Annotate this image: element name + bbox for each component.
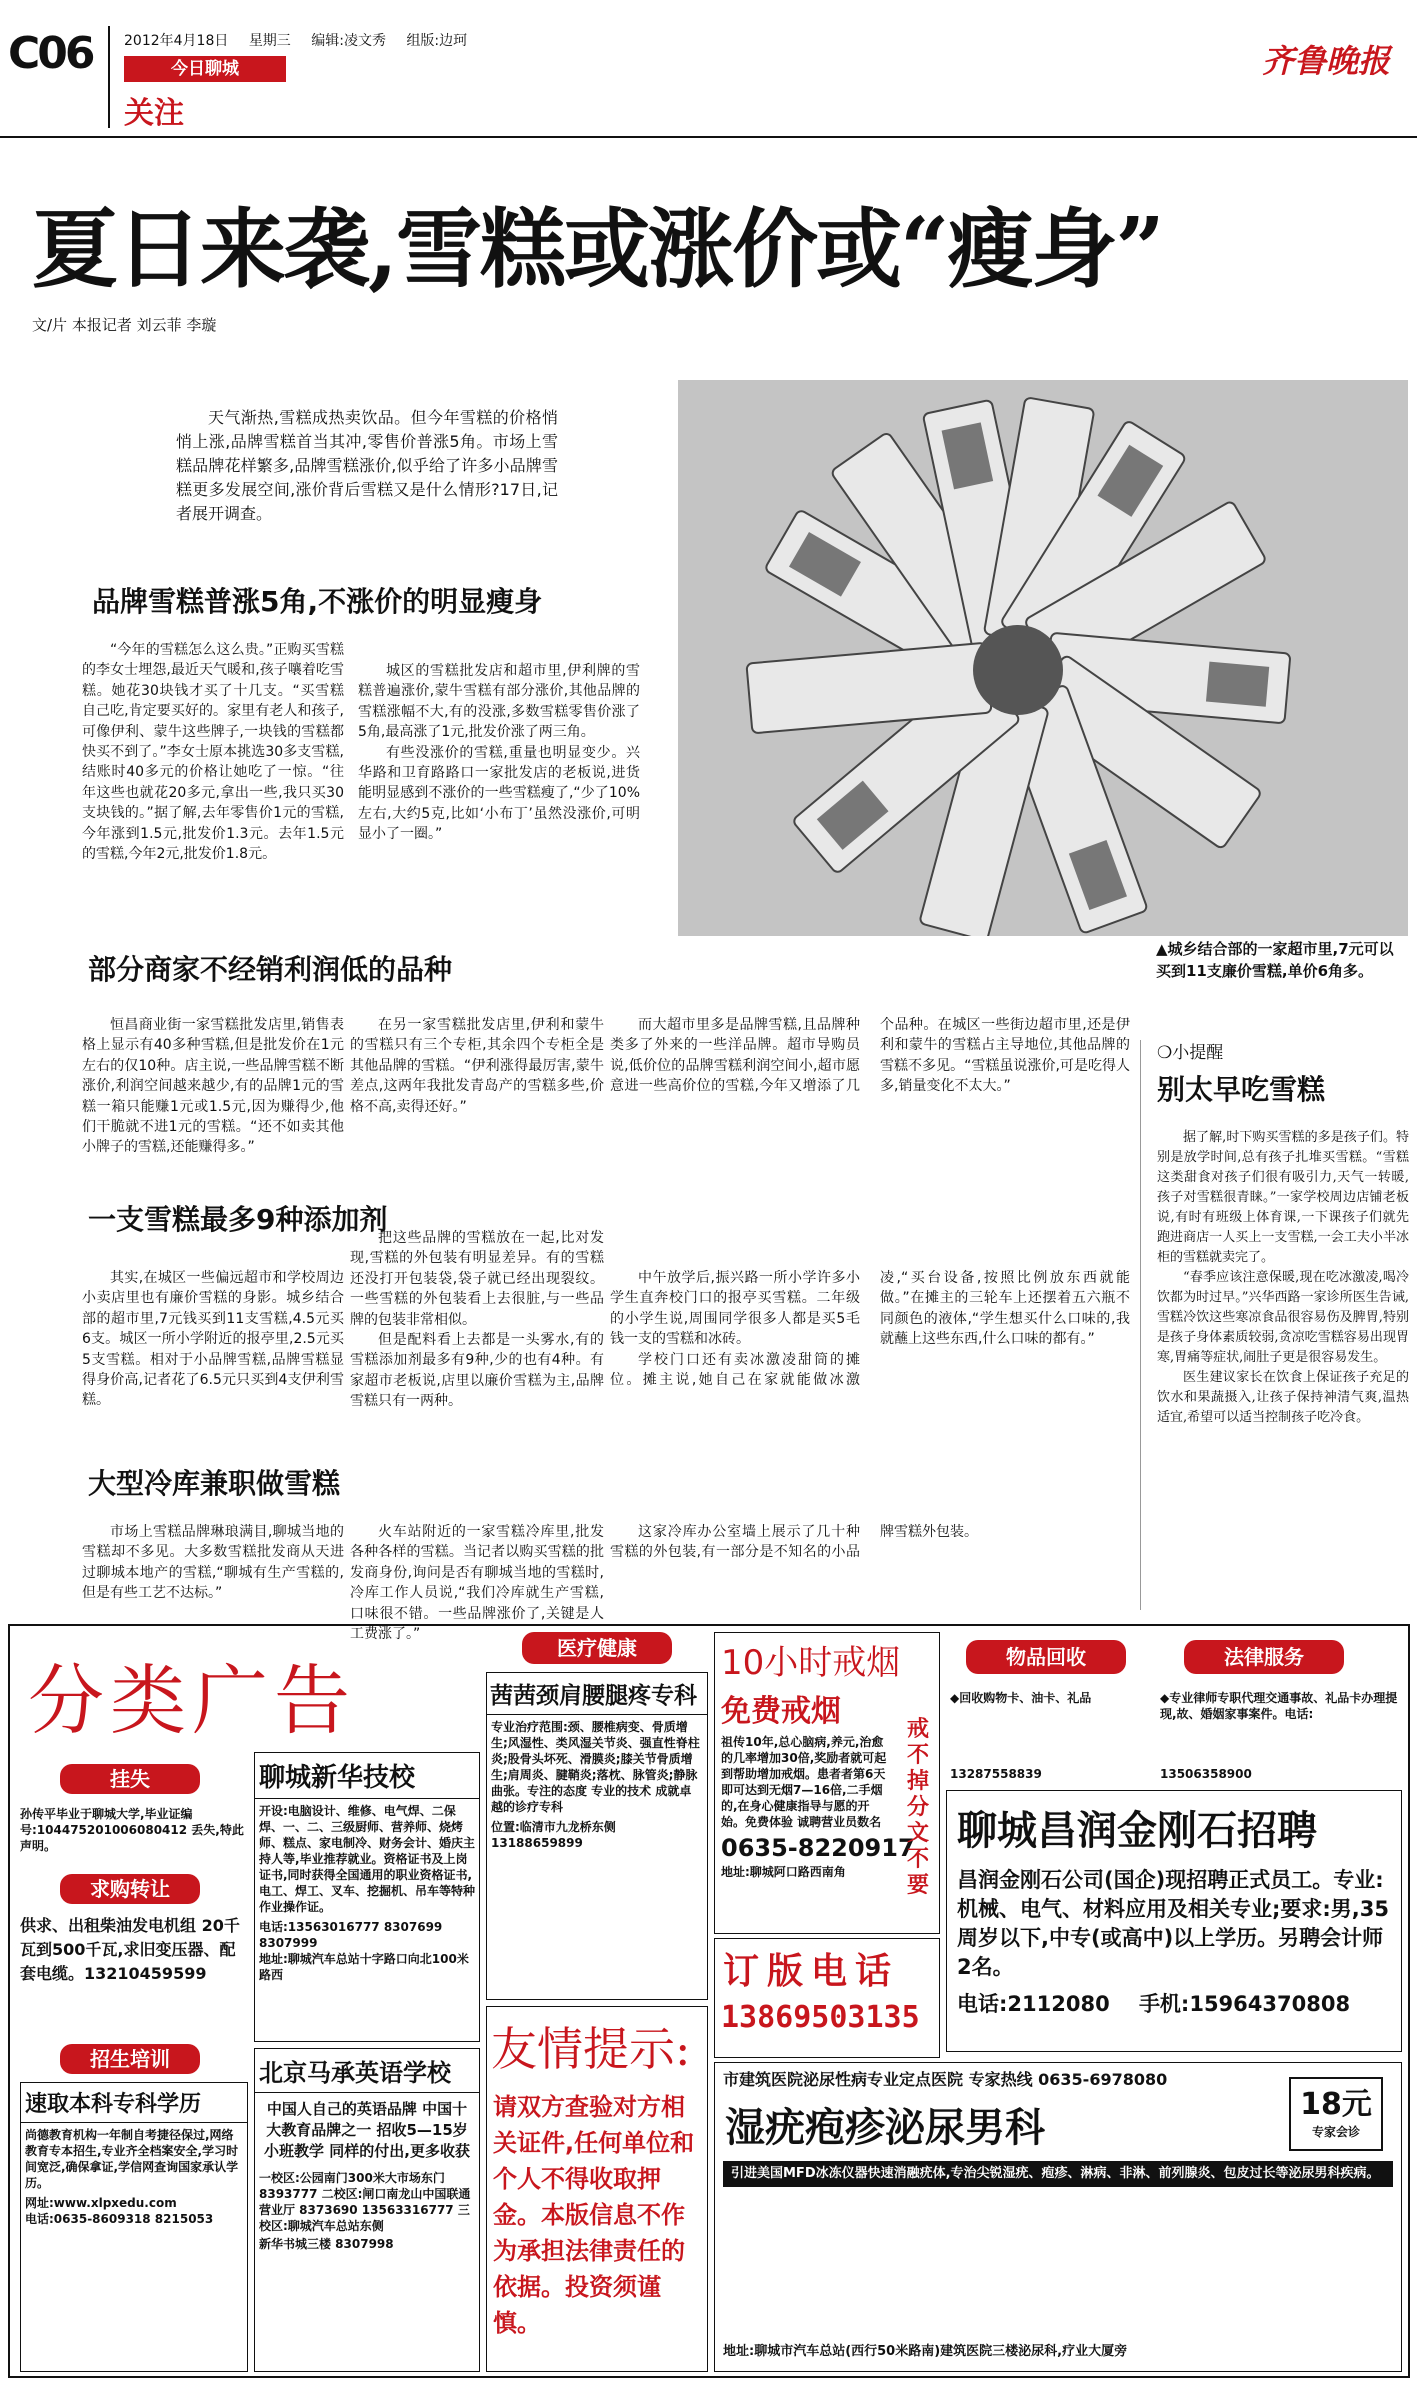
article-column [610,1015,1130,1097]
medical-title: 茜茜颈肩腰腿疼专科 [487,1673,707,1715]
paragraph: 这家冷库办公室墙上展示了几十种雪糕的外包装,有一部分是不知名的小品牌雪糕外包装。 [610,1524,978,1561]
smoking-title: 10小时戒烟 [721,1643,901,1683]
section-name: 关注 [124,96,184,131]
legal-text: ◆专业律师专职代理交通事故、礼品卡办理提现,故、婚姻家事案件。电话: [1160,1691,1398,1721]
header-meta [124,30,483,50]
xinhua-title: 聊城新华技校 [255,1753,479,1799]
medical-label: 医疗健康 [522,1632,672,1664]
hospital-address: 地址:聊城市汽车总站(西行50米路南)建筑医院三楼泌尿科,疗业大厦旁 [723,2344,1128,2359]
subscribe-phone: 13869503135 [721,2000,920,2035]
article-column [358,661,640,845]
school-ad [20,2082,248,2372]
smoking-subtitle: 免费戒烟 [721,1694,841,1729]
paragraph: 其实,在城区一些偏远超市和学校周边小卖店里也有廉价雪糕的身影。城乡结合部的超市里,7元钱买到11支雪糕,4.5元买6支。城区一所小学附近的报亭里,2.5元买5支雪糕。相对于小品牌雪糕,品牌雪糕显得身价高,记者花了6.5元只买到4支伊利雪糕。 [82,1270,344,1409]
diamond-icon: ◆ [950,1691,960,1705]
subscribe-ad [714,1938,940,2058]
classified-title: 分类广告 [28,1656,356,1745]
article-column [82,1268,344,1411]
recruit-label: 招生培训 [60,2044,200,2074]
tip-icon: ❍ [1157,1043,1173,1063]
ice-cream-illustration [678,380,1408,936]
school-text: 尚德教育机构一年制自考捷径保过,网络教育专本招生,专业齐全档案安全,学习时间宽泛,确保拿证,学信网查询国家承认学历。 [25,2128,239,2190]
job-mobile: 手机:15964370808 [1138,1992,1351,2016]
beijing-phone: 新华书城三楼 8307998 [259,2237,394,2251]
lost-notice: 孙传平毕业于聊城大学,毕业证编号:104475201006080412 丢失,特此声明。 [20,1807,244,1853]
smoking-guarantee: 戒不掉分文不要 [907,1717,930,1898]
article-column [350,1015,604,1117]
beijing-ad [254,2048,480,2372]
smoking-ad [714,1632,940,1934]
header-rule [0,136,1417,138]
section-heading: 大型冷库兼职做雪糕 [88,1467,341,1500]
paragraph: 火车站附近的一家雪糕冷库里,批发各种各样的雪糕。当记者以购买雪糕的批发商身份,询问是否有聊城当地的雪糕时,冷库工作人员说,“我们冷库就生产雪糕,口味很不错。一些品牌涨价了,关键是人工费涨了。” [350,1524,604,1643]
paper-logo: 齐鲁晚报 [1262,42,1391,80]
page-number: C06 [8,28,93,79]
job-contacts [947,1984,1401,2022]
recycle-text: ◆回收购物卡、油卡、礼品 [950,1691,1092,1705]
legal-phone: 13506358900 [1160,1767,1252,1781]
paragraph: 把这些品牌的雪糕放在一起,比对发现,雪糕的外包装有明显差异。有的雪糕还没打开包装袋,袋子就已经出现裂纹。一些雪糕的外包装看上去很脏,与一些品牌的包装非常相似。 [350,1230,604,1328]
beijing-branches: 一校区:公园南门300米大市场东门 8393777 二校区:闸口南龙山中国联通营业厅 8373690 13563316777 三校区:聊城汽车总站东侧 [259,2171,471,2233]
paragraph: “春季应该注意保暖,现在吃冰激凌,喝冷饮都为时过早。”兴华西路一家诊所医生告诫,雪糕冷饮这些寒凉食品很容易伤及脾胃,特别是孩子身体素质较弱,贪凉吃雪糕容易出现胃寒,胃痛等症状,闹肚子更是很容易发生。 [1157,1270,1409,1365]
paragraph: 医生建议家长在饮食上保证孩子充足的饮水和果蔬摄入,让孩子保持神清气爽,温热适宜,希望可以适当控制孩子吃冷食。 [1157,1370,1409,1425]
xinhua-phone: 电话:13563016777 8307699 8307999 [259,1920,443,1950]
hospital-badge: 专家会诊 [1311,2125,1360,2139]
paragraph: 有些没涨价的雪糕,重量也明显变少。兴华路和卫育路路口一家批发店的老板说,进货能明显感到不涨价的一些雪糕瘦了,“少了10%左右,大约5克,比如‘小布丁’虽然没涨价,可明显小了一圈。” [358,744,640,843]
job-text: 昌润金刚石公司(国企)现招聘正式员工。专业:机械、电气、材料应用及相关专业;要求:男,35周岁以下,中专(或高中)以上学历。另聘会计师2名。 [957,1868,1389,1979]
job-title: 聊城昌润金刚石招聘 [957,1808,1317,1854]
supply-notice: 供求、出租柴油发电机组 20千瓦到500千瓦,求旧变压器、配套电缆。13210459599 [20,1916,240,1983]
paragraph: 中午放学后,振兴路一所小学许多小学生直奔校门口的报亭买雪糕。二年级的小学生说,周围同学很多人都是买5毛钱一支的雪糕和冰砖。 [610,1270,860,1348]
issue-date: 2012年4月18日 [124,33,229,49]
notice-title: 友情提示: [491,2022,691,2076]
section-heading: 一支雪糕最多9种添加剂 [88,1203,388,1236]
school-website: 网址:www.xlpxedu.com [25,2196,177,2210]
article-column [82,1522,344,1604]
sidebar-label: ❍小提醒 [1157,1043,1224,1063]
medical-address: 位置:临清市九龙桥东侧 [491,1820,616,1834]
legal-label: 法律服务 [1184,1640,1344,1674]
xinhua-ad [254,1752,480,2042]
weekday: 星期三 [248,33,291,49]
beijing-title: 北京马承英语学校 [255,2049,479,2093]
sidebar-heading: 别太早吃雪糕 [1157,1073,1326,1106]
lost-label: 挂失 [60,1764,200,1794]
article-column [610,1268,1130,1390]
job-phone: 电话:2112080 [957,1992,1110,2016]
medical-phone: 13188659899 [491,1836,583,1850]
notice-ad [486,2006,708,2372]
hospital-text: 引进美国MFD冰冻仪器快速消融疣体,专治尖锐湿疣、疱疹、淋病、非淋、前列腺炎、包皮过长等泌尿男科疾病。 [723,2161,1393,2187]
hospital-ad [714,2062,1402,2372]
subscribe-title: 订版电话 [723,1951,900,1992]
paragraph: 学校门口还有卖冰激凌甜筒的摊位。摊主说,她自己在家就能做冰激凌,“买台设备,按照比例放东西就能做。”在摊主的三轮车上还摆着五六瓶不同颜色的液体,“学生想买什么口味的,我就蘸上这些东西,什么口味的都有。” [610,1270,1130,1389]
article-column [82,640,344,864]
smoking-text: 祖传10年,总心脑病,养元,治愈的几率增加30倍,奖励者就可起到帮助增加戒烟。患者者第6天即可达到无烟7—16倍,二手烟的,在身心健康指导与愿的开始。免费体验 诚聘营业员数名 [721,1735,887,1829]
headline: 夏日来袭,雪糕或涨价或“瘦身” [32,199,1163,300]
editor-credit: 编辑:凌文秀 [311,33,386,49]
sidebar-body [1157,1128,1409,1428]
smoking-phone: 0635-8220917 [721,1834,915,1862]
article-column [82,1015,344,1158]
paragraph: 但是配料看上去都是一头雾水,有的雪糕添加剂最多有9种,少的也有4种。有家超市老板说,店里以廉价雪糕为主,品牌雪糕只有一两种。 [350,1332,604,1410]
recycle-phone: 13287558839 [950,1767,1042,1781]
school-title: 速取本科专科学历 [21,2083,247,2123]
header-divider [108,26,110,128]
job-ad [946,1790,1402,2052]
layout-credit: 组版:边珂 [406,33,468,49]
ice-cream-photo [678,380,1408,936]
medical-ad [486,1672,708,2000]
lead-paragraph: 天气渐热,雪糕成热卖饮品。但今年雪糕的价格悄悄上涨,品牌雪糕首当其冲,零售价普涨5角。市场上雪糕品牌花样繁多,品牌雪糕涨价,似乎给了许多小品牌雪糕更多发展空间,涨价背后雪糕又是什么情形?17日,记者展开调查。 [176,408,558,523]
photo-caption: ▲城乡结合部的一家超市里,7元可以买到11支廉价雪糕,单价6角多。 [1156,940,1394,980]
paragraph: 而大超市里多是品牌雪糕,且品牌种类多了外来的一些洋品牌。超市导购员说,低价位的品牌雪糕利润空间小,超市愿意进一些高价位的雪糕,今年又增添了几个品种。在城区一些街边超市里,还是伊利和蒙牛的雪糕占主导地位,其他品牌的雪糕不多见。“雪糕虽说涨价,可是吃得人多,销量变化不太大。” [610,1017,1130,1095]
paragraph: 据了解,时下购买雪糕的多是孩子们。特别是放学时间,总有孩子扎堆买雪糕。“雪糕这类甜食对孩子们很有吸引力,天气一转暖,孩子对雪糕很青睐。”一家学校周边店铺老板说,有时有班级上体育课,一下课孩子们就先跑进商店一人买上一支雪糕,一会工夫小半冰柜的雪糕就卖完了。 [1157,1130,1409,1265]
xinhua-text: 开设:电脑设计、维修、电气焊、二保焊、一、二、三级厨师、营养师、烧烤师、糕点、家电制冷、财务会计、婚庆主持人等,毕业推荐就业。资格证书及上岗证书,同时获得全国通用的职业资格证书,电工、焊工、叉车、挖掘机、吊车等特种作业操作证。 [259,1804,476,1914]
hospital-price-box [1289,2077,1383,2151]
section-heading: 部分商家不经销利润低的品种 [88,953,453,986]
paragraph: 恒昌商业街一家雪糕批发店里,销售表格上显示有40多种雪糕,但是批发价在1元左右的仅10种。店主说,一些品牌雪糕不断涨价,利润空间越来越少,有的品牌1元的雪糕一箱只能赚1元或1.5元,因为赚得少,他们干脆就不进1元的雪糕。“还不如卖其他小牌子的雪糕,还能赚得多。” [82,1017,344,1156]
medical-text: 专业治疗范围:颈、腰椎病变、骨质增生;风湿性、类风湿关节炎、强直性脊柱炎;股骨头坏死、滑膜炎;膝关节骨质增生;肩周炎、腱鞘炎;落枕、脉管炎;静脉曲张。专注的态度 专业的技术 成就卓越的诊疗专科 [491,1720,700,1814]
paragraph: 在另一家雪糕批发店里,伊利和蒙牛的雪糕只有三个专柜,其余四个专柜全是其他品牌的雪糕。“伊利涨得最厉害,蒙牛差点,这两年我批发青岛产的雪糕多些,价格不高,卖得还好。” [350,1017,604,1115]
diamond-icon: ◆ [1160,1691,1170,1705]
hospital-header: 市建筑医院泌尿性病专业定点医院 专家热线 0635-6978080 [723,2070,1168,2089]
hospital-price: 18元 [1300,2087,1372,2122]
notice-text: 请双方查验对方相关证件,任何单位和个人不得收取押金。本版信息不作为承担法律责任的依据。投资须谨慎。 [493,2093,695,2337]
hospital-title: 湿疣疱疹泌尿男科 [725,2105,1045,2151]
article-column [610,1522,1130,1563]
paragraph: “今年的雪糕怎么这么贵。”正购买雪糕的李女士埋怨,最近天气暖和,孩子嚷着吃雪糕。她花30块钱才买了十几支。“买雪糕自己吃,肯定要买好的。家里有老人和孩子,可像伊利、蒙牛这些牌子,一块钱的雪糕都快买不到了。”李女士原本挑选30多支雪糕,结账时40多元的价格让她吃了一惊。“往年这些也就花20多元,拿出一些,我只买30支块钱的。”据了解,去年零售价1元的雪糕,今年涨到1.5元,批发价1.3元。去年1.5元的雪糕,今年2元,批发价1.8元。 [82,642,344,863]
sidebar-divider [1140,1040,1141,1610]
xinhua-address: 地址:聊城汽车总站十字路口向北100米路西 [259,1952,469,1982]
byline: 文/片 本报记者 刘云菲 李璇 [32,316,217,334]
smoking-address: 地址:聊城阿口路西南角 [721,1865,846,1879]
school-phone: 电话:0635-8609318 8215053 [25,2212,214,2226]
section-heading: 品牌雪糕普涨5角,不涨价的明显瘦身 [92,585,543,618]
paragraph: 市场上雪糕品牌琳琅满目,聊城当地的雪糕却不多见。大多数雪糕批发商从天进过聊城本地产的雪糕,“聊城有生产雪糕的,但是有些工艺不达标。” [82,1524,344,1602]
recycle-label: 物品回收 [966,1640,1126,1674]
article-column [350,1228,604,1412]
beijing-text: 中国人自己的英语品牌 中国十大教育品牌之一 招收5—15岁 小班教学 同样的付出,更多收获 [264,2100,470,2160]
paragraph: 城区的雪糕批发店和超市里,伊利牌的雪糕普遍涨价,蒙牛雪糕有部分涨价,其他品牌的雪糕涨幅不大,有的没涨,多数雪糕零售价涨了5角,最高涨了1元,批发价涨了两三角。 [358,663,640,741]
supply-label: 求购转让 [60,1874,200,1904]
section-tag: 今日聊城 [124,56,286,82]
